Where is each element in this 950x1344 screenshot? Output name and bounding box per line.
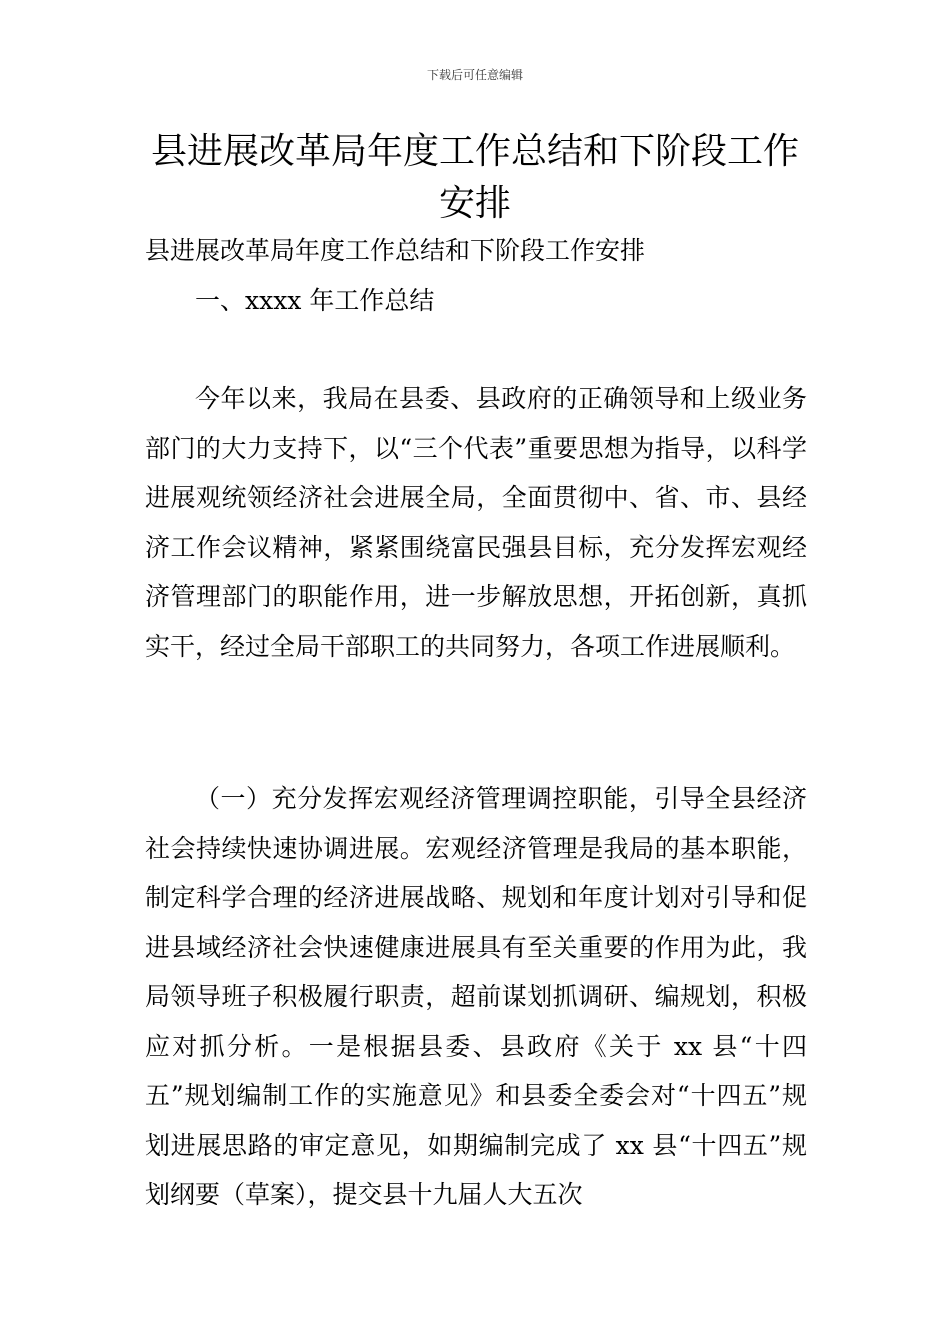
paragraph-macro-management: （一）充分发挥宏观经济管理调控职能，引导全县经济社会持续快速协调进展。宏观经济管理是我局的基本职能，制定科学合理的经济进展战略、规划和年度计划对引导和促进县域经济社会快速健康进展具有至关重要的作用为此，我局领导班子积极履行职责，超前谋划抓调研、编规划，积极应对抓分析。一是根据县委、县政府《关于 xx 县“十四五”规划编制工作的实施意见》和县委全委会对“十四五”规划进展思路的审定意见，如期编制完成了 xx 县“十四五”规划纲要（草案），提交县十九届人大五次 (145, 784, 807, 1209)
paragraph-intro: 今年以来，我局在县委、县政府的正确领导和上级业务部门的大力支持下，以“三个代表”重要思想为指导，以科学进展观统领经济社会进展全局，全面贯彻中、省、市、县经济工作会议精神，紧紧围绕富民强县目标，充分发挥宏观经济管理部门的职能作用，进一步解放思想，开拓创新，真抓实干，经过全局干部职工的共同努力，各项工作进展顺利。 (145, 384, 807, 661)
section-heading: 一、xxxx 年工作总结 (195, 286, 435, 315)
page-header-note: 下载后可任意编辑 (426, 68, 523, 82)
document-title: 县进展改革局年度工作总结和下阶段工作安排 (150, 131, 799, 224)
document-subtitle: 县进展改革局年度工作总结和下阶段工作安排 (145, 236, 646, 265)
